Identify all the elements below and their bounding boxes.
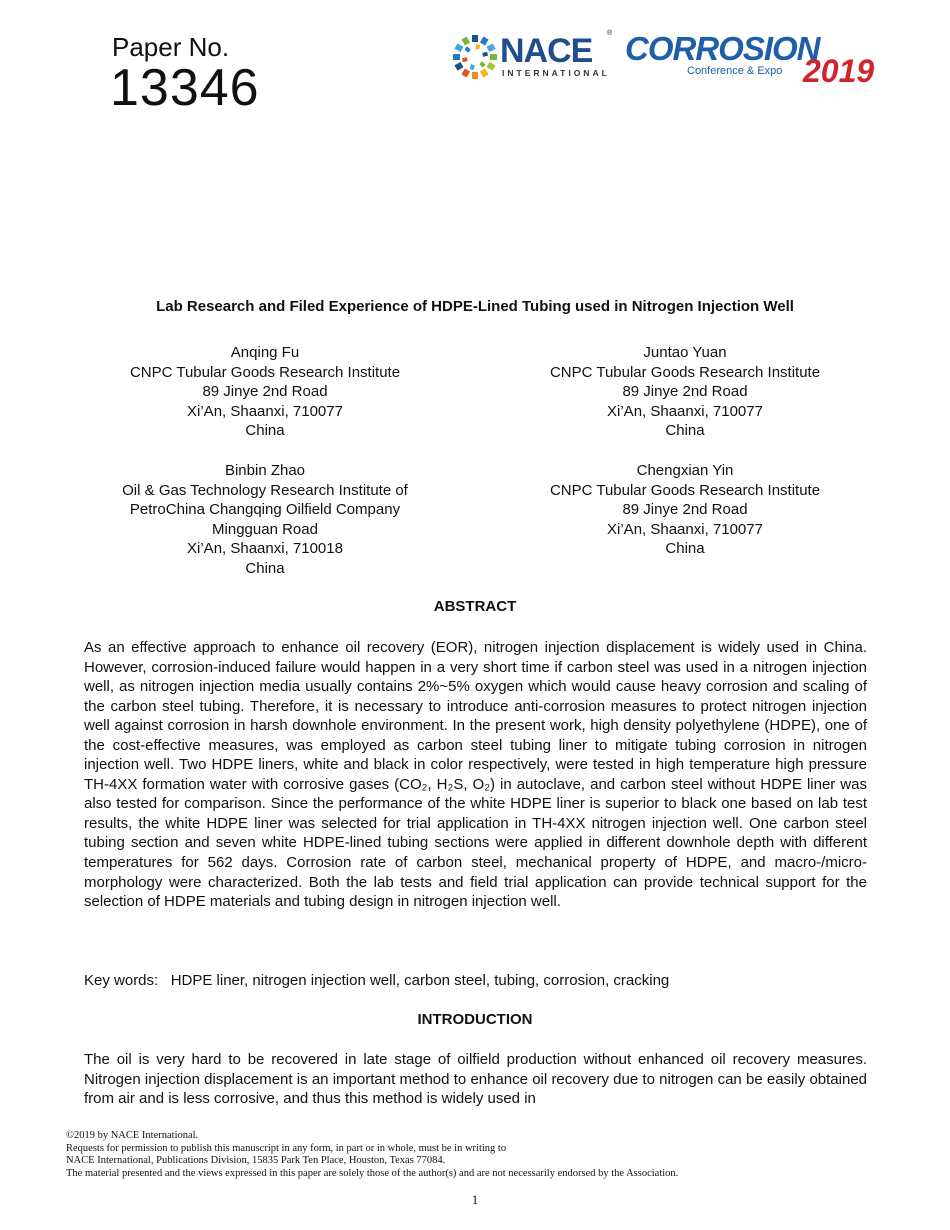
abstract-heading: ABSTRACT — [433, 598, 517, 615]
author-block — [85, 461, 445, 579]
author-name: Anqing Fu — [230, 344, 300, 361]
nace-logo-subtext: INTERNATIONAL — [502, 68, 610, 78]
author-affiliation: CNPC Tubular Goods Research Institute — [129, 363, 401, 381]
page-number: 1 — [471, 1192, 479, 1207]
corrosion-logo-subtext: Conference & Expo — [687, 65, 783, 77]
introduction-heading: INTRODUCTION — [417, 1011, 533, 1028]
author-city: Xi’An, Shaanxi, 710018 — [187, 540, 343, 558]
author-country: China — [665, 422, 705, 440]
corrosion-logo-text: CORROSION — [625, 30, 820, 67]
nace-sunburst-icon — [452, 32, 498, 82]
author-affiliation: CNPC Tubular Goods Research Institute — [549, 481, 821, 499]
author-address: 89 Jinye 2nd Road — [202, 383, 328, 401]
author-country: China — [665, 540, 705, 558]
permission-line: Requests for permission to publish this manuscript in any form, in part or in whole, must be in writing to — [66, 1142, 507, 1154]
paper-number-label: Paper No. — [112, 32, 230, 62]
disclaimer-line: The material presented and the views expressed in this paper are solely those of the author(s) and are not necessarily endorsed by the Association. — [66, 1167, 679, 1179]
author-address: 89 Jinye 2nd Road — [622, 383, 748, 401]
author-block — [505, 343, 865, 441]
author-country: China — [245, 559, 285, 577]
author-country: China — [245, 422, 285, 440]
paper-title: Lab Research and Filed Experience of HDPE-Lined Tubing used in Nitrogen Injection Well — [156, 298, 794, 315]
introduction-paragraph: The oil is very hard to be recovered in late stage of oilfield production without enhanced oil recovery measures. Nitrogen injection displacement is an important method to enhance oil recovery due to nitrogen can be easily obtained from air and is less corrosive, and thus this method is widely used in — [84, 1051, 867, 1108]
author-name: Juntao Yuan — [643, 344, 727, 361]
author-address: Mingguan Road — [212, 520, 318, 538]
author-affiliation-2: PetroChina Changqing Oilfield Company — [129, 501, 401, 519]
abstract-paragraph: As an effective approach to enhance oil recovery (EOR), nitrogen injection displacement is widely used in China. However, corrosion-induced failure would happen in a very short time if carbon steel was used in a nitrogen injection well, as nitrogen injection media usually contains 2%~5% oxygen which would cause heavy corrosion and scaling of the carbon steel tubing. Therefore, it is necessary to introduce anti-corrosion measures to protect nitrogen injection well against corrosion in harsh downhole environment. In the present work, high density polyethylene (HDPE), one of the cost-effective measures, was employed as carbon steel tubing liner to mitigate tubing corrosion in nitrogen injection well. Two HDPE liners, white and black in color respectively, were tested in high temperature high pressure TH-4XX formation water with corrosive gases (CO₂, H₂S, O₂) in autoclave, and carbon steel without HDPE liner was also tested for comparison. Since the performance of the white HDPE liner is superior to black one based on lab test results, the white HDPE liner was selected for trial application in TH-4XX nitrogen injection well. One carbon steel tubing section and seven white HDPE-lined tubing sections were applied in different downhole depth with different temperatures for 562 days. Corrosion rate of carbon steel, mechanical property of HDPE, and macro-/micro-morphology were characterized. Both the lab tests and field trial application can provide technical support for the selection of HDPE materials and tubing design in nitrogen injection well. — [84, 639, 867, 911]
author-city: Xi’An, Shaanxi, 710077 — [607, 402, 763, 420]
paper-number: 13346 — [110, 59, 260, 117]
author-city: Xi’An, Shaanxi, 710077 — [187, 402, 343, 420]
publisher-address-line: NACE International, Publications Division, 15835 Park Ten Place, Houston, Texas 77084. — [66, 1155, 446, 1166]
nace-logo-text: NACE — [500, 32, 593, 70]
author-affiliation: CNPC Tubular Goods Research Institute — [549, 363, 821, 381]
registered-mark: ® — [607, 30, 613, 37]
author-name: Chengxian Yin — [636, 462, 734, 479]
author-address: 89 Jinye 2nd Road — [622, 501, 748, 519]
author-name: Binbin Zhao — [224, 462, 306, 479]
nace-logo — [452, 30, 617, 82]
copyright-line: ©2019 by NACE International. — [66, 1130, 199, 1141]
author-city: Xi’An, Shaanxi, 710077 — [607, 520, 763, 538]
author-block — [505, 461, 865, 559]
author-affiliation: Oil & Gas Technology Research Institute of — [122, 481, 408, 499]
author-block — [85, 343, 445, 441]
copyright-footer — [66, 1130, 678, 1180]
keywords-line: Key words: HDPE liner, nitrogen injection well, carbon steel, tubing, corrosion, cracking — [84, 972, 670, 989]
corrosion-2019-logo — [625, 30, 890, 90]
corrosion-logo-year: 2019 — [803, 53, 875, 89]
